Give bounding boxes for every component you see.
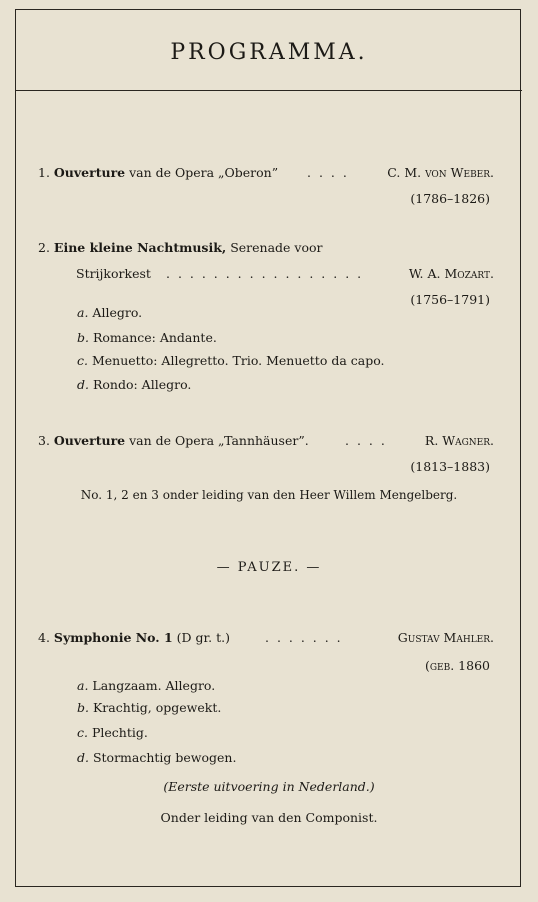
item-2-movement-c: c. Menuetto: Allegretto. Trio. Menuetto da capo. [77,353,385,368]
item-4-movement-a: a. Langzaam. Allegro. [77,678,216,693]
item-1-work-bold: Ouverture [53,165,126,180]
item-3-title [38,433,309,448]
item-1-title [38,165,278,180]
item-1-dates: (1786–1826) [410,191,490,206]
item-2-title [38,240,323,255]
item-3-work-rest: van de Opera „Tannhäuser”. [125,433,309,448]
item-4-composer: Gustav Mahler. [397,630,494,645]
item-2-title-line2: Strijkorkest [76,266,151,281]
item-2-work-rest: Serenade voor [226,240,323,255]
item-2-movement-b: b. Romance: Andante. [77,330,217,345]
item-3-number: 3. [38,433,50,448]
item-2-composer: W. A. Mozart. [408,266,494,281]
item-2-dates: (1756–1791) [410,292,490,307]
item-1-work-rest: van de Opera „Oberon” [125,165,279,180]
item-1-number: 1. [38,165,50,180]
item-3-dots: . . . . [345,433,387,448]
item-4-number: 4. [38,630,50,645]
item-4-movement-d: d. Stormachtig bewogen. [77,750,237,765]
item-3-work-bold: Ouverture [53,433,126,448]
title-divider [16,90,522,91]
item-4-work-bold: Symphonie No. 1 [53,630,173,645]
conductor-note-2: Onder leiding van den Componist. [160,810,378,825]
item-4-dates: (geb. 1860 [424,658,490,673]
item-4-work-rest: (D gr. t.) [172,630,230,645]
item-2-dots: . . . . . . . . . . . . . . . . . [166,266,364,281]
item-3-dates: (1813–1883) [410,459,490,474]
item-2-work-bold: Eine kleine Nachtmusik, [53,240,227,255]
item-2-number: 2. [38,240,50,255]
item-1-composer: C. M. von Weber. [387,165,494,180]
conductor-note-1: No. 1, 2 en 3 onder leiding van den Heer Willem Mengelberg. [80,488,458,502]
item-4-movement-b: b. Krachtig, opgewekt. [77,700,222,715]
item-4-dots: . . . . . . . [265,630,343,645]
item-2-movement-a: a. Allegro. [77,305,143,320]
item-3-composer: R. Wagner. [424,433,494,448]
item-4-movement-c: c. Plechtig. [77,725,148,740]
item-2-movement-d: d. Rondo: Allegro. [77,377,192,392]
intermission-label: — PAUZE. — [216,560,322,575]
item-1-dots: . . . . [307,165,349,180]
premiere-note: (Eerste uitvoering in Nederland.) [163,779,375,794]
item-4-title [38,630,230,645]
page-title: PROGRAMMA. [170,40,368,65]
